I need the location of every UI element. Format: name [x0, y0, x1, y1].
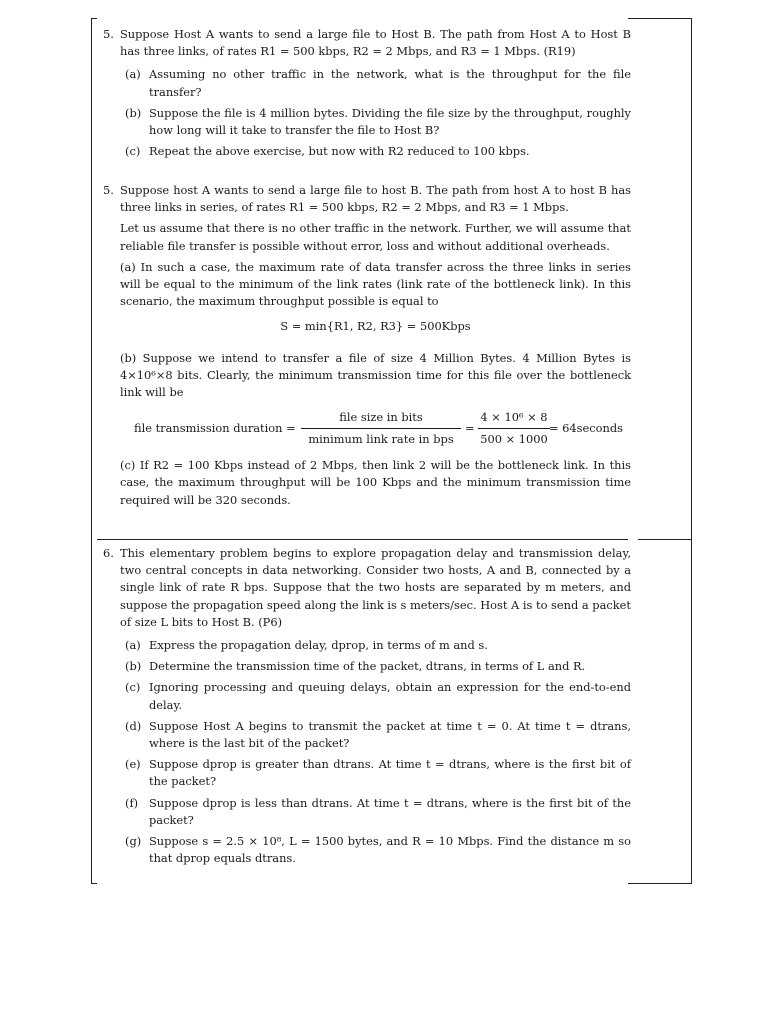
section-divider-right: [638, 539, 692, 540]
part-label: (c): [125, 680, 141, 695]
question-number: 5.: [103, 27, 114, 41]
assumption-text: Let us assume that there is no other traffic in the network. Further, we will assume that reliable file transfer is possible without error, loss and without additional overheads.: [120, 221, 631, 253]
question-5-solution: [103, 182, 631, 509]
fraction-size-over-rate: [301, 409, 461, 448]
question-number: 6.: [103, 546, 114, 560]
question-part: [103, 679, 631, 713]
answer-c: (c) If R2 = 100 Kbps instead of 2 Mbps, then link 2 will be the bottleneck link. In this case, the maximum throughput will be 100 Kbps and the minimum transmission time required will be 320 seconds.: [120, 458, 631, 507]
question-part: [103, 105, 631, 139]
left-bracket-bottom: [91, 883, 97, 884]
question-number: 5.: [103, 183, 114, 197]
part-label: (c): [125, 144, 141, 159]
part-label: (d): [125, 718, 142, 733]
question-intro: This elementary problem begins to explore propagation delay and transmission delay, two central concepts in data networking. Consider two hosts, A and B, connected by a single link of rate R bps. Suppose that the two hosts are separated by m meters, and suppose the propagation speed along the link is s meters/sec. Host A is to send a packet of size L bits to Host B. (P6): [120, 546, 631, 629]
question-part: [103, 658, 631, 675]
question-part: [103, 143, 631, 160]
question-5-textbook: [103, 26, 631, 160]
right-bracket-bottom: [628, 883, 692, 884]
part-text: Suppose the file is 4 million bytes. Dividing the file size by the throughput, roughly how long will it take to transfer the file to Host B?: [149, 105, 631, 138]
part-label: (a): [125, 638, 141, 653]
part-text: Suppose dprop is less than dtrans. At time t = dtrans, where is the first bit of the packet?: [149, 795, 631, 827]
part-label: (g): [125, 834, 142, 849]
fraction-numerator: 4 × 10⁶ × 8: [478, 409, 550, 429]
part-label: (b): [125, 105, 142, 120]
formula-result: = 64seconds: [549, 421, 623, 436]
part-text: Repeat the above exercise, but now with R2 reduced to 100 kbps.: [149, 144, 530, 159]
part-text: Suppose s = 2.5 × 10⁸, L = 1500 bytes, and R = 10 Mbps. Find the distance m so that dprop equals dtrans.: [149, 834, 631, 866]
fraction-denominator: minimum link rate in bps: [308, 432, 454, 447]
answer-a: (a) In such a case, the maximum rate of data transfer across the three links in series will be equal to the minimum of the link rates (link rate of the bottleneck link). In this scenario, the maximum throughput possible is equal to: [120, 259, 631, 309]
question-intro: Suppose host A wants to send a large file to host B. The path from host A to host B has three links in series, of rates R1 = 500 kbps, R2 = 2 Mbps, and R3 = 1 Mbps.: [120, 183, 631, 215]
part-label: (a): [125, 67, 141, 82]
right-bracket-line: [691, 18, 692, 883]
question-6: [103, 545, 631, 867]
throughput-formula: S = min{R1, R2, R3} = 500Kbps: [280, 319, 471, 334]
question-part: [103, 795, 631, 829]
part-label: (f): [125, 795, 139, 810]
formula-equals: =: [465, 421, 475, 436]
section-divider: [97, 539, 628, 540]
question-part: [103, 637, 631, 654]
question-part: [103, 66, 631, 100]
formula-lhs: file transmission duration =: [134, 421, 296, 436]
fraction-denominator: 500 × 1000: [480, 432, 548, 447]
left-bracket-line: [91, 18, 92, 884]
part-text: Express the propagation delay, dprop, in terms of m and s.: [149, 638, 488, 653]
right-bracket-top: [628, 18, 692, 19]
fraction-numeric: [478, 409, 550, 448]
question-part: [103, 833, 631, 867]
duration-formula: [103, 409, 631, 449]
answer-b: (b) Suppose we intend to transfer a file of size 4 Million Bytes. 4 Million Bytes is 4×10⁶×8 bits. Clearly, the minimum transmission time for this file over the bottleneck link will be: [120, 350, 631, 400]
fraction-numerator: file size in bits: [301, 409, 461, 429]
question-part: [103, 756, 631, 790]
question-part: [103, 718, 631, 752]
part-label: (e): [125, 757, 141, 772]
question-intro: Suppose Host A wants to send a large file to Host B. The path from Host A to Host B has three links, of rates R1 = 500 kbps, R2 = 2 Mbps, and R3 = 1 Mbps. (R19): [120, 27, 631, 59]
part-text: Determine the transmission time of the packet, dtrans, in terms of L and R.: [149, 659, 586, 674]
part-text: Suppose Host A begins to transmit the packet at time t = 0. At time t = dtrans, where is the last bit of the packet?: [149, 718, 631, 751]
part-text: Assuming no other traffic in the network, what is the throughput for the file transfer?: [149, 67, 631, 99]
part-text: Suppose dprop is greater than dtrans. At time t = dtrans, where is the first bit of the packet?: [149, 757, 631, 789]
part-text: Ignoring processing and queuing delays, obtain an expression for the end-to-end delay.: [149, 680, 631, 712]
part-label: (b): [125, 659, 142, 674]
